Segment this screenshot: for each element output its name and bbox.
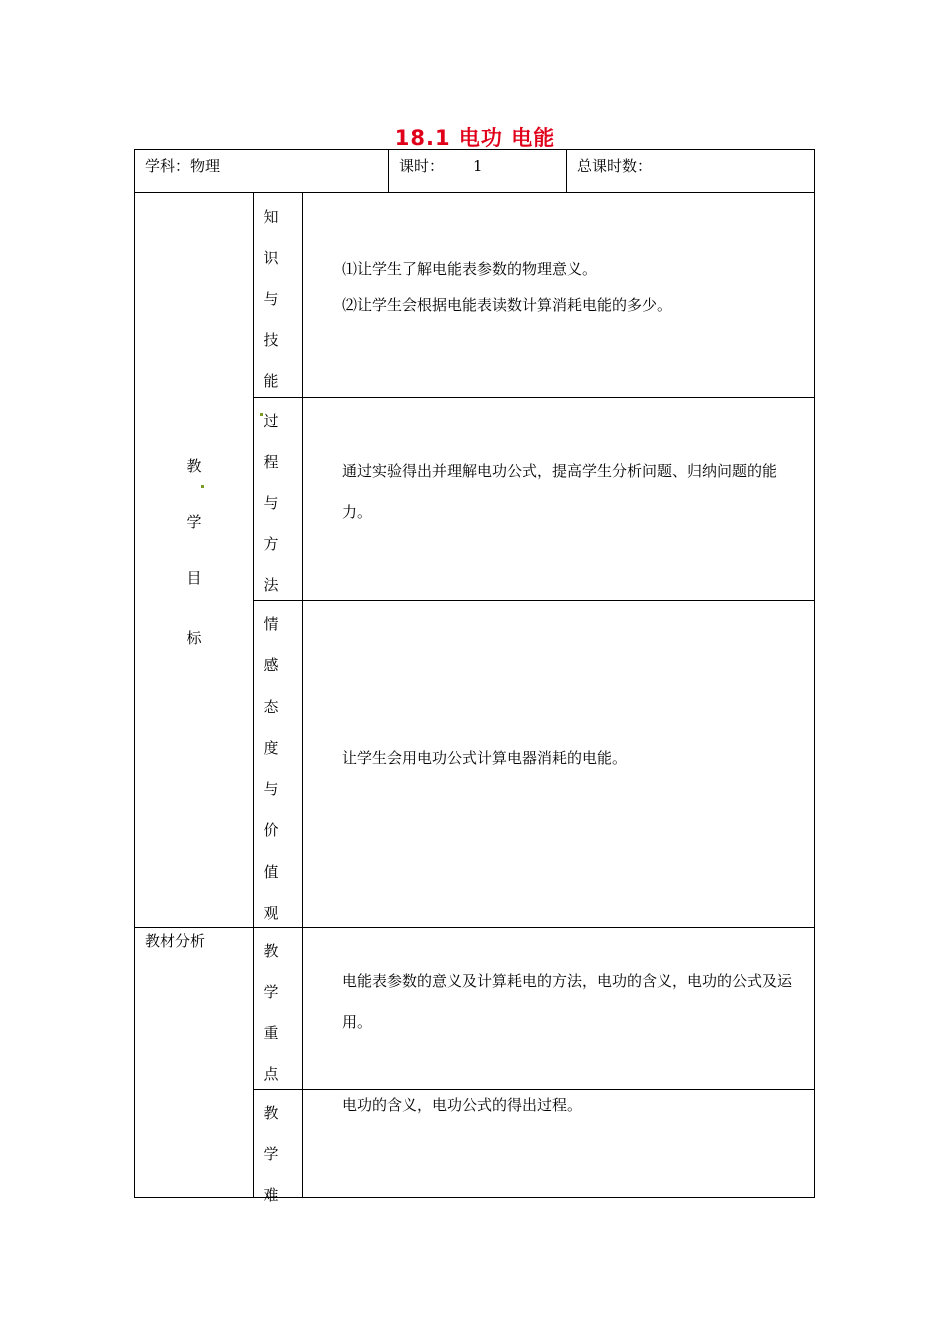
process-label: [260, 401, 282, 606]
header-row: [134, 149, 815, 193]
knowledge-content: [342, 251, 672, 323]
period-value: 1: [473, 157, 483, 175]
analysis-label: 教材分析: [145, 932, 206, 950]
label-char: 与: [263, 290, 279, 308]
label-char: 度: [263, 738, 279, 757]
label-char: 难: [263, 1186, 279, 1204]
label-char: 学: [263, 983, 279, 1001]
label-char: 方: [263, 535, 279, 553]
divider: [388, 150, 389, 192]
label-char: 能: [263, 372, 279, 390]
label-char: 识: [263, 249, 279, 267]
label-char: 知: [263, 208, 279, 226]
label-char: 态: [263, 697, 279, 716]
label-char: 法: [263, 576, 279, 594]
label-char: 与: [263, 494, 279, 512]
lesson-plan-table: [134, 192, 815, 1204]
label-char: 过: [263, 412, 279, 430]
label-char: 学: [263, 1145, 279, 1163]
label-char: 技: [263, 331, 279, 349]
knowledge-line: ⑴让学生了解电能表参数的物理意义。: [342, 260, 598, 278]
label-char: 情: [263, 615, 279, 633]
label-char: 教: [186, 457, 202, 475]
subject-cell: 学科：物理: [145, 157, 221, 175]
label-char: 值: [263, 862, 279, 881]
label-char: 程: [263, 453, 279, 471]
key-points-label: [260, 931, 282, 1095]
label-char: 目: [186, 569, 202, 587]
divider: [253, 193, 254, 1197]
process-content: 通过实验得出并理解电功公式，提高学生分析问题、归纳问题的能力。: [342, 462, 778, 521]
label-char: 观: [263, 904, 279, 923]
label-char: 感: [263, 656, 279, 675]
label-char: 标: [186, 629, 202, 647]
period-label: 课时：: [399, 157, 445, 175]
page-title: 18.1 电功 电能: [394, 126, 556, 150]
difficulties-label: [260, 1093, 282, 1216]
divider: [253, 397, 814, 398]
divider: [135, 927, 814, 928]
label-char: 点: [263, 1065, 279, 1083]
stray-dot: [201, 485, 204, 488]
emotion-label: [260, 604, 282, 934]
knowledge-line: ⑵让学生会根据电能表读数计算消耗电能的多少。: [342, 296, 673, 314]
divider: [253, 600, 814, 601]
knowledge-label: [260, 197, 282, 402]
label-char: 教: [263, 942, 279, 960]
emotion-content: 让学生会用电功公式计算电器消耗的电能。: [342, 749, 628, 767]
label-char: 重: [263, 1024, 279, 1042]
divider: [302, 193, 303, 1197]
divider: [566, 150, 567, 192]
label-char: 价: [263, 821, 279, 840]
difficulties-content: 电功的含义，电功公式的得出过程。: [342, 1096, 583, 1114]
objectives-label: [183, 455, 205, 683]
total-periods-cell: 总课时数：: [577, 157, 653, 175]
label-char: 教: [263, 1104, 279, 1122]
label-char: 学: [186, 513, 202, 531]
label-char: 与: [263, 780, 279, 799]
key-points-content: 电能表参数的意义及计算耗电的方法，电功的含义，电功的公式及运用。: [342, 972, 793, 1031]
